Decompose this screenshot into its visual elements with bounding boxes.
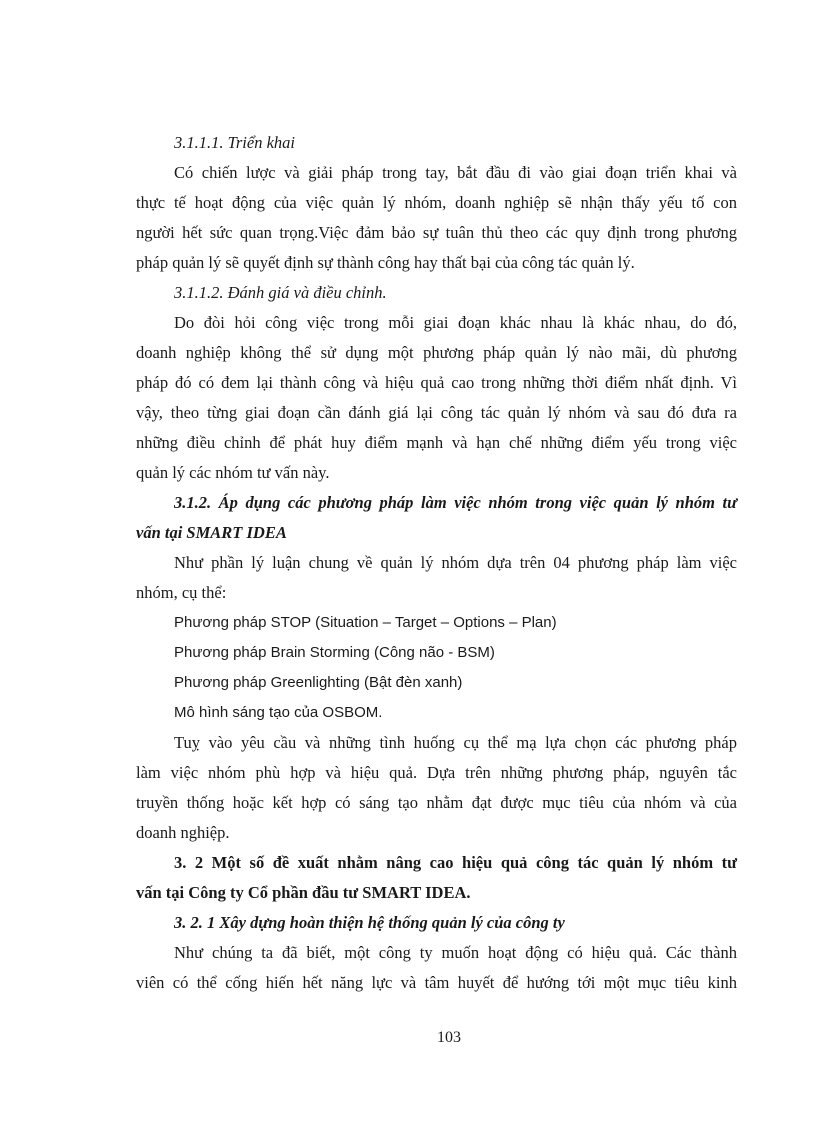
- subsection-heading: 3.1.1.2. Đánh giá và điều chỉnh.: [174, 283, 387, 302]
- section-heading: vấn tại Công ty Cổ phần đầu tư SMART IDEA.: [136, 883, 471, 902]
- paragraph-line: Như chúng ta đã biết, một công ty muốn hoạt động có hiệu quả. Các thành: [174, 943, 737, 962]
- subsection-heading: 3. 2. 1 Xây dựng hoàn thiện hệ thống quản lý của công ty: [174, 913, 565, 932]
- paragraph-line: Do đòi hỏi công việc trong mỗi giai đoạn khác nhau là khác nhau, do đó,: [174, 313, 737, 332]
- list-item: Phương pháp STOP (Situation – Target – Options – Plan): [174, 614, 557, 631]
- page-number: 103: [437, 1029, 461, 1046]
- subsection-heading: 3.1.1.1. Triển khai: [174, 133, 296, 152]
- section-heading: 3. 2 Một số đề xuất nhằm nâng cao hiệu quả công tác quản lý nhóm tư: [174, 853, 737, 872]
- paragraph-line: vậy, theo từng giai đoạn cần đánh giá lại công tác quản lý nhóm và sau đó đưa ra: [136, 403, 737, 422]
- paragraph-line: nhóm, cụ thể:: [136, 583, 227, 602]
- paragraph-line: truyền thống hoặc kết hợp có sáng tạo nhằm đạt được mục tiêu của nhóm và của: [136, 793, 737, 812]
- section-heading: vấn tại SMART IDEA: [136, 523, 287, 542]
- paragraph-line: doanh nghiệp.: [136, 823, 230, 842]
- section-heading: 3.1.2. Áp dụng các phương pháp làm việc nhóm trong việc quản lý nhóm tư: [174, 493, 737, 512]
- paragraph-line: thực tế hoạt động của việc quản lý nhóm, doanh nghiệp sẽ nhận thấy yếu tố con: [136, 193, 737, 212]
- paragraph-line: những điều chỉnh để phát huy điểm mạnh và hạn chế những điểm yếu trong việc: [136, 433, 737, 452]
- list-item: Phương pháp Brain Storming (Công não - BSM): [174, 644, 495, 661]
- paragraph-line: pháp quản lý sẽ quyết định sự thành công hay thất bại của công tác quản lý.: [136, 253, 635, 272]
- paragraph-line: pháp đó có đem lại thành công và hiệu quả cao trong những thời điểm nhất định. Vì: [136, 373, 737, 392]
- paragraph-line: Như phần lý luận chung về quản lý nhóm dựa trên 04 phương pháp làm việc: [174, 553, 737, 572]
- list-item: Mô hình sáng tạo của OSBOM.: [174, 704, 383, 721]
- paragraph-line: làm việc nhóm phù hợp và hiệu quả. Dựa trên những phương pháp, nguyên tắc: [136, 763, 737, 782]
- paragraph-line: viên có thể cống hiến hết năng lực và tâm huyết để hướng tới một mục tiêu kinh: [136, 973, 737, 992]
- list-item: Phương pháp Greenlighting (Bật đèn xanh): [174, 674, 463, 691]
- paragraph-line: Có chiến lược và giải pháp trong tay, bắt đầu đi vào giai đoạn triển khai và: [174, 163, 737, 182]
- paragraph-line: quản lý các nhóm tư vấn này.: [136, 463, 330, 482]
- paragraph-line: doanh nghiệp không thể sử dụng một phương pháp quản lý nào mãi, dù phương: [136, 343, 737, 362]
- paragraph-line: người hết sức quan trọng.Việc đảm bảo sự tuân thủ theo các quy định trong phương: [136, 223, 737, 242]
- paragraph-line: Tuỵ vào yêu cầu và những tình huống cụ thể mạ lựa chọn các phương pháp: [174, 733, 737, 752]
